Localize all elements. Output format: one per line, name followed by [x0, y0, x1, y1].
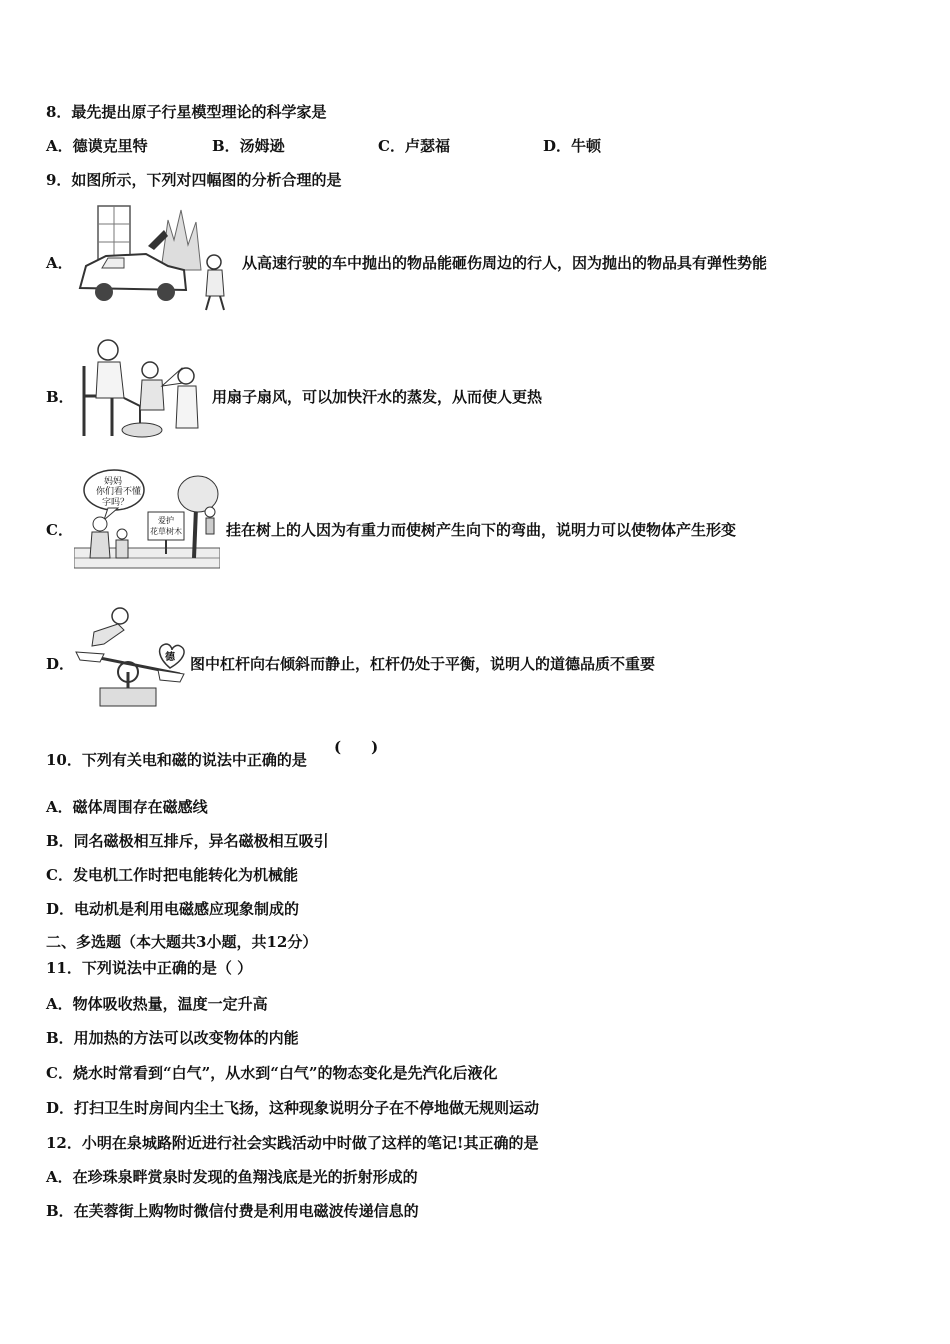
- fig-c-sign-line2: 花草树木: [150, 527, 182, 536]
- q10-option-c: C．发电机工作时把电能转化为机械能: [46, 866, 298, 884]
- fig-c-bubble-line4: 字吗？: [102, 498, 130, 508]
- q8-option-a: A．德谟克里特: [46, 137, 148, 155]
- q9-option-b-text: 用扇子扇风，可以加快汗水的蒸发，从而使人更热: [212, 388, 543, 406]
- q10-option-b: B．同名磁极相互排斥，异名磁极相互吸引: [46, 832, 329, 850]
- fig-c-sign-line1: 爱护: [158, 516, 174, 525]
- q10-option-a: A．磁体周围存在磁感线: [46, 798, 208, 816]
- q9-option-c-text: 挂在树上的人因为有重力而使树产生向下的弯曲，说明力可以使物体产生形变: [226, 521, 737, 539]
- q10-option-d: D．电动机是利用电磁感应现象制成的: [46, 900, 300, 918]
- q12-option-b: B．在芙蓉街上购物时微信付费是利用电磁波传递信息的: [46, 1202, 419, 1220]
- q11-option-b: B．用加热的方法可以改变物体的内能: [46, 1029, 299, 1047]
- q8-stem: 8．最先提出原子行星模型理论的科学家是: [46, 103, 327, 121]
- q12-option-a: A．在珍珠泉畔赏泉时发现的鱼翔浅底是光的折射形成的: [46, 1168, 418, 1186]
- fig-c-bubble-line2: 你们: [96, 487, 115, 497]
- fig-d-heart-text: 德: [165, 652, 175, 663]
- section-heading: 二、多选题（本大题共3小题，共12分）: [46, 933, 318, 951]
- q11-option-c: C．烧水时常看到“白气”，从水到“白气”的物态变化是先汽化后液化: [46, 1064, 498, 1082]
- q12-stem: 12．小明在泉城路附近进行社会实践活动中时做了这样的笔记!其正确的是: [46, 1134, 539, 1152]
- car-throwing-figure: [76, 200, 236, 315]
- q10-answer-paren: ( ): [334, 738, 379, 756]
- q9-option-a-text: 从高速行驶的车中抛出的物品能砸伤周边的行人，因为抛出的物品具有弹性势能: [242, 254, 768, 272]
- q10-stem: 10．下列有关电和磁的说法中正确的是: [46, 751, 307, 769]
- fan-figure: [78, 336, 208, 441]
- q9-option-c-label: C．: [46, 521, 73, 539]
- fig-c-bubble-line1: 妈妈: [104, 477, 123, 487]
- q11-stem: 11．下列说法中正确的是（ ）: [46, 959, 253, 977]
- q11-option-d: D．打扫卫生时房间内尘土飞扬，这种现象说明分子在不停地做无规则运动: [46, 1099, 540, 1117]
- q8-option-b: B．汤姆逊: [212, 137, 285, 155]
- q9-option-b-label: B．: [46, 388, 74, 406]
- fig-c-bubble-line3: 看不懂: [114, 487, 142, 497]
- q9-option-a-label: A．: [46, 254, 73, 272]
- q9-stem: 9．如图所示，下列对四幅图的分析合理的是: [46, 171, 342, 189]
- q8-option-d: D．牛顿: [543, 137, 602, 155]
- q8-option-c: C．卢瑟福: [378, 137, 450, 155]
- q9-option-d-label: D．: [46, 655, 75, 673]
- tree-hanging-figure: [74, 468, 220, 570]
- lever-scale-figure: [74, 602, 188, 712]
- q9-option-d-text: 图中杠杆向右倾斜而静止，杠杆仍处于平衡，说明人的道德品质不重要: [190, 655, 656, 673]
- q11-option-a: A．物体吸收热量，温度一定升高: [46, 995, 268, 1013]
